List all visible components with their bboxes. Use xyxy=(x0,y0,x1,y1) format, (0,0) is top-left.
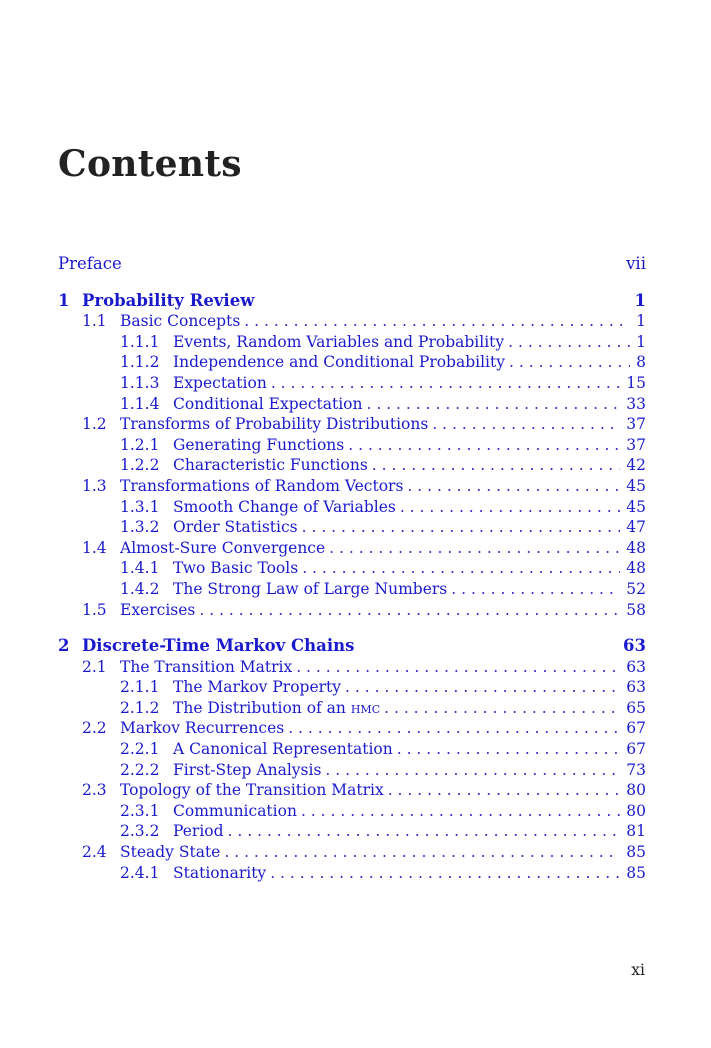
toc-page: 81 xyxy=(626,822,646,841)
toc-title: Order Statistics xyxy=(173,518,298,537)
toc-title: The Strong Law of Large Numbers xyxy=(173,579,448,598)
toc-title: The Markov Property xyxy=(173,678,342,697)
toc-entry-subsection[interactable] xyxy=(58,801,646,822)
dot-leader xyxy=(302,558,620,579)
toc-number: 2.3.2 xyxy=(120,822,160,841)
toc-title: Communication xyxy=(173,801,297,820)
dot-leader xyxy=(432,414,620,435)
toc-entry-subsection[interactable] xyxy=(58,435,646,456)
toc-title: Stationarity xyxy=(173,863,267,882)
dot-leader xyxy=(271,373,620,394)
toc-title: Expectation xyxy=(173,373,267,392)
toc-page: 73 xyxy=(626,760,646,779)
toc-title: Generating Functions xyxy=(173,435,345,454)
toc-page: 1 xyxy=(634,290,646,310)
toc-title: Probability Review xyxy=(82,290,255,310)
toc-title: A Canonical Representation xyxy=(173,740,393,759)
toc-page: 15 xyxy=(626,373,646,392)
toc-title: The Distribution of an hmc xyxy=(173,698,381,717)
toc-title: Topology of the Transition Matrix xyxy=(120,781,384,800)
dot-leader xyxy=(509,352,630,373)
toc-title: Two Basic Tools xyxy=(173,559,299,578)
toc-entry-subsection[interactable] xyxy=(58,332,646,353)
toc-entry-subsection[interactable] xyxy=(58,579,646,600)
toc-entry-section[interactable] xyxy=(58,476,646,497)
dot-leader xyxy=(345,677,620,698)
toc-title: Exercises xyxy=(120,600,196,619)
toc-number: 1.1.2 xyxy=(120,353,160,372)
toc-title: Basic Concepts xyxy=(120,312,241,331)
dot-leader xyxy=(407,476,620,497)
toc-title: Smooth Change of Variables xyxy=(173,497,396,516)
abbreviation: hmc xyxy=(350,698,381,717)
toc-page: 42 xyxy=(626,456,646,475)
toc-entry-subsection[interactable] xyxy=(58,863,646,884)
dot-leader xyxy=(228,821,621,842)
toc-entry-preface[interactable] xyxy=(58,254,646,275)
toc-number: 1 xyxy=(58,290,70,310)
dot-leader xyxy=(388,780,621,801)
dot-leader xyxy=(270,863,620,884)
toc-title: Characteristic Functions xyxy=(173,456,368,475)
toc-entry-subsection[interactable] xyxy=(58,497,646,518)
toc-entry-section[interactable] xyxy=(58,600,646,621)
dot-leader xyxy=(302,517,621,538)
toc-page: 33 xyxy=(626,394,646,413)
toc-entry-subsection[interactable] xyxy=(58,394,646,415)
toc-page: 80 xyxy=(626,781,646,800)
toc-title: Transformations of Random Vectors xyxy=(120,476,404,495)
dot-leader xyxy=(372,455,620,476)
toc-number: 1.1 xyxy=(82,312,107,331)
toc-page: 48 xyxy=(626,559,646,578)
toc-title: Transforms of Probability Distributions xyxy=(120,415,429,434)
dot-leader xyxy=(508,332,630,353)
toc-number: 1.4.2 xyxy=(120,579,160,598)
toc-title: Independence and Conditional Probability xyxy=(173,353,506,372)
toc-entry-subsection[interactable] xyxy=(58,517,646,538)
toc-body xyxy=(58,291,646,884)
toc-page: 48 xyxy=(626,538,646,557)
dot-leader xyxy=(400,497,620,518)
toc-entry-subsection[interactable] xyxy=(58,739,646,760)
toc-number: 2.2.2 xyxy=(120,760,160,779)
toc-number: 2.1 xyxy=(82,657,107,676)
toc-entry-subsection[interactable] xyxy=(58,821,646,842)
toc-page: 63 xyxy=(626,657,646,676)
toc-number: 2.1.1 xyxy=(120,678,160,697)
dot-leader xyxy=(384,698,620,719)
toc-title: Conditional Expectation xyxy=(173,394,363,413)
page-title: Contents xyxy=(58,143,242,185)
toc-page: 1 xyxy=(636,332,646,351)
toc-title: Events, Random Variables and Probability xyxy=(173,332,505,351)
toc-title: Markov Recurrences xyxy=(120,719,285,738)
toc-number: 2.1.2 xyxy=(120,698,160,717)
toc-entry-subsection[interactable] xyxy=(58,677,646,698)
toc-entry-subsection[interactable] xyxy=(58,352,646,373)
toc-page: 85 xyxy=(626,843,646,862)
toc-entry-chapter[interactable] xyxy=(58,291,646,312)
toc-page: 67 xyxy=(626,719,646,738)
toc-number: 1.1.3 xyxy=(120,373,160,392)
toc-title: The Transition Matrix xyxy=(120,657,293,676)
toc-page: 45 xyxy=(626,476,646,495)
toc-number: 1.1.1 xyxy=(120,332,160,351)
toc-entry-subsection[interactable] xyxy=(58,455,646,476)
toc-title: Preface xyxy=(58,254,122,273)
toc-number: 1.5 xyxy=(82,600,107,619)
toc-entry-section[interactable] xyxy=(58,718,646,739)
toc-page: 45 xyxy=(626,497,646,516)
toc-entry-section[interactable] xyxy=(58,657,646,678)
toc-page: 37 xyxy=(626,415,646,434)
toc-number: 2.2 xyxy=(82,719,107,738)
toc-number: 1.3.2 xyxy=(120,518,160,537)
toc-page: 63 xyxy=(623,636,646,656)
toc-entry-section[interactable] xyxy=(58,780,646,801)
toc-page: 80 xyxy=(626,801,646,820)
dot-leader xyxy=(325,760,620,781)
toc-title: Steady State xyxy=(120,843,221,862)
dot-leader xyxy=(348,435,620,456)
toc-title: First-Step Analysis xyxy=(173,760,322,779)
dot-leader xyxy=(288,718,620,739)
toc-entry-subsection[interactable] xyxy=(58,760,646,781)
dot-leader xyxy=(301,801,620,822)
toc-page: 1 xyxy=(636,312,646,331)
toc-page: 47 xyxy=(626,518,646,537)
toc-title: Almost-Sure Convergence xyxy=(120,538,326,557)
page-number: xi xyxy=(631,961,645,979)
toc-entry-section[interactable] xyxy=(58,842,646,863)
dot-leader xyxy=(397,739,621,760)
toc-number: 2 xyxy=(58,636,70,656)
toc-entry-subsection[interactable] xyxy=(58,558,646,579)
toc-entry-section[interactable] xyxy=(58,311,646,332)
toc-entry-subsection[interactable] xyxy=(58,698,646,719)
toc-number: 1.1.4 xyxy=(120,394,160,413)
dot-leader xyxy=(224,842,620,863)
toc-number: 1.2.1 xyxy=(120,435,160,454)
toc-page: 67 xyxy=(626,740,646,759)
toc-number: 1.3 xyxy=(82,476,107,495)
toc-number: 1.4.1 xyxy=(120,559,160,578)
toc-entry-section[interactable] xyxy=(58,414,646,435)
toc-entry-subsection[interactable] xyxy=(58,373,646,394)
toc-page: 85 xyxy=(626,863,646,882)
toc-title: Period xyxy=(173,822,224,841)
toc-number: 2.4 xyxy=(82,843,107,862)
dot-leader xyxy=(329,538,620,559)
toc-page: vii xyxy=(626,254,646,273)
toc-page: 63 xyxy=(626,678,646,697)
table-of-contents xyxy=(58,254,646,883)
toc-page: 65 xyxy=(626,698,646,717)
toc-number: 1.2.2 xyxy=(120,456,160,475)
toc-number: 1.2 xyxy=(82,415,107,434)
dot-leader xyxy=(366,394,620,415)
toc-number: 2.3.1 xyxy=(120,801,160,820)
toc-page: 58 xyxy=(626,600,646,619)
dot-leader xyxy=(451,579,620,600)
dot-leader xyxy=(199,600,620,621)
toc-number: 1.4 xyxy=(82,538,107,557)
toc-number: 1.3.1 xyxy=(120,497,160,516)
dot-leader xyxy=(296,657,620,678)
toc-page: 8 xyxy=(636,353,646,372)
toc-page: 37 xyxy=(626,435,646,454)
dot-leader xyxy=(244,311,630,332)
toc-page: 52 xyxy=(626,579,646,598)
toc-entry-chapter[interactable] xyxy=(58,636,646,657)
toc-number: 2.4.1 xyxy=(120,863,160,882)
toc-number: 2.3 xyxy=(82,781,107,800)
toc-entry-section[interactable] xyxy=(58,538,646,559)
toc-number: 2.2.1 xyxy=(120,740,160,759)
toc-title: Discrete-Time Markov Chains xyxy=(82,636,355,656)
